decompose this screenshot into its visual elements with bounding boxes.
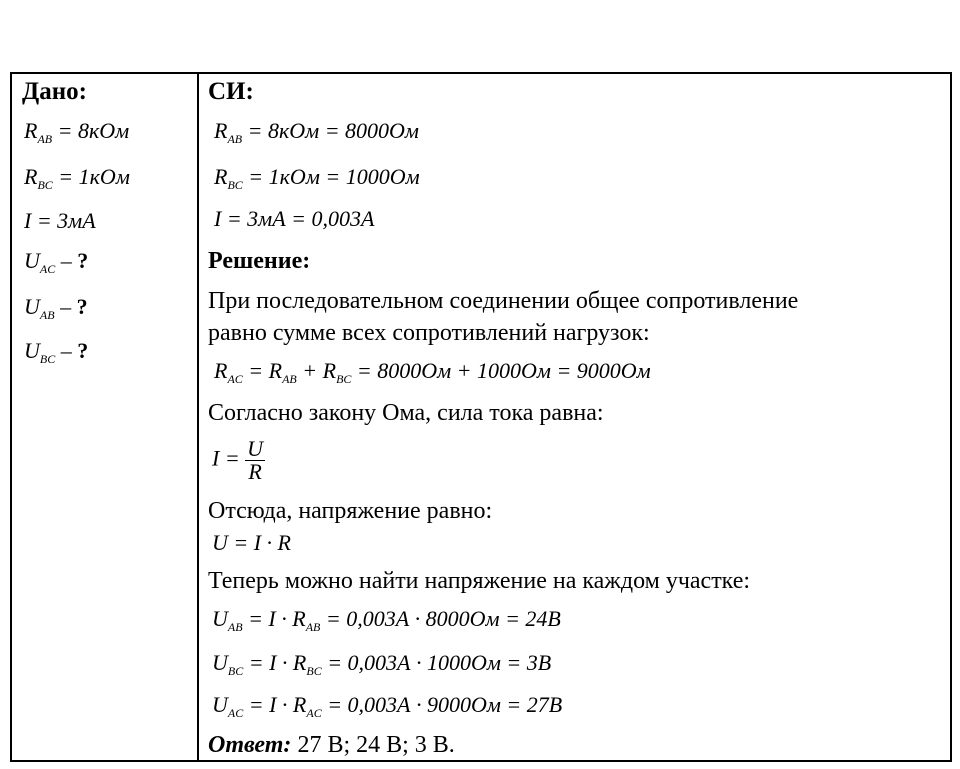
given-i: I = 3мА [24,208,96,233]
answer-text: 27 В; 24 В; 3 В. [291,732,455,758]
given-uac: $U_{AC}$ – ? [24,248,89,276]
solution-text-1b: равно сумме всех сопротивлений нагрузок: [208,320,650,346]
si-header: СИ: [208,78,254,105]
answer-line [208,732,455,759]
solution-text-3: Отсюда, напряжение равно: [208,498,493,524]
equation-rac: $R_{AC} = R_{AB} + R_{BC} = 8000Ом + 1000Ом = 9000Ом$ [214,358,651,386]
equation-u: U = I · R [212,530,291,555]
given-ubc: $U_{BC}$ – ? [24,338,89,366]
si-rbc: $R_{BC} = 1кОм = 1000Ом$ [214,164,420,192]
si-rab: $R_{AB} = 8кОм = 8000Ом$ [214,118,419,146]
column-divider [197,74,199,760]
si-i: I = 3мА = 0,003А [214,206,375,231]
solution-text-4: Теперь можно найти напряжение на каждом участке: [208,568,751,594]
answer-label: Ответ: [208,732,292,758]
solution-text-1a: При последовательном соединении общее сопротивление [208,288,799,314]
equation-ohm: I = $\frac{U}{R}$ [212,436,264,484]
fraction: $\frac{U}{R}$ [247,436,264,484]
equation-ubc: $U_{BC} = I \cdot R_{BC} = 0,003А \cdot 1000Ом = 3В$ [212,650,552,678]
given-rab: $R_{AB} = 8кОм$ [24,118,130,146]
solution-text-2: Согласно закону Ома, сила тока равна: [208,400,604,426]
solution-header: Решение: [208,248,311,274]
given-rbc: $R_{BC} = 1кОм$ [24,164,130,192]
given-uab: $U_{AB}$ – ? [24,294,88,322]
equation-uac: $U_{AC} = I \cdot R_{AC} = 0,003А \cdot 9000Ом = 27В$ [212,692,563,720]
given-header: Дано: [22,78,87,105]
solution-table [10,72,952,762]
equation-uab: $U_{AB} = I \cdot R_{AB} = 0,003А \cdot 8000Ом = 24В$ [212,606,561,634]
